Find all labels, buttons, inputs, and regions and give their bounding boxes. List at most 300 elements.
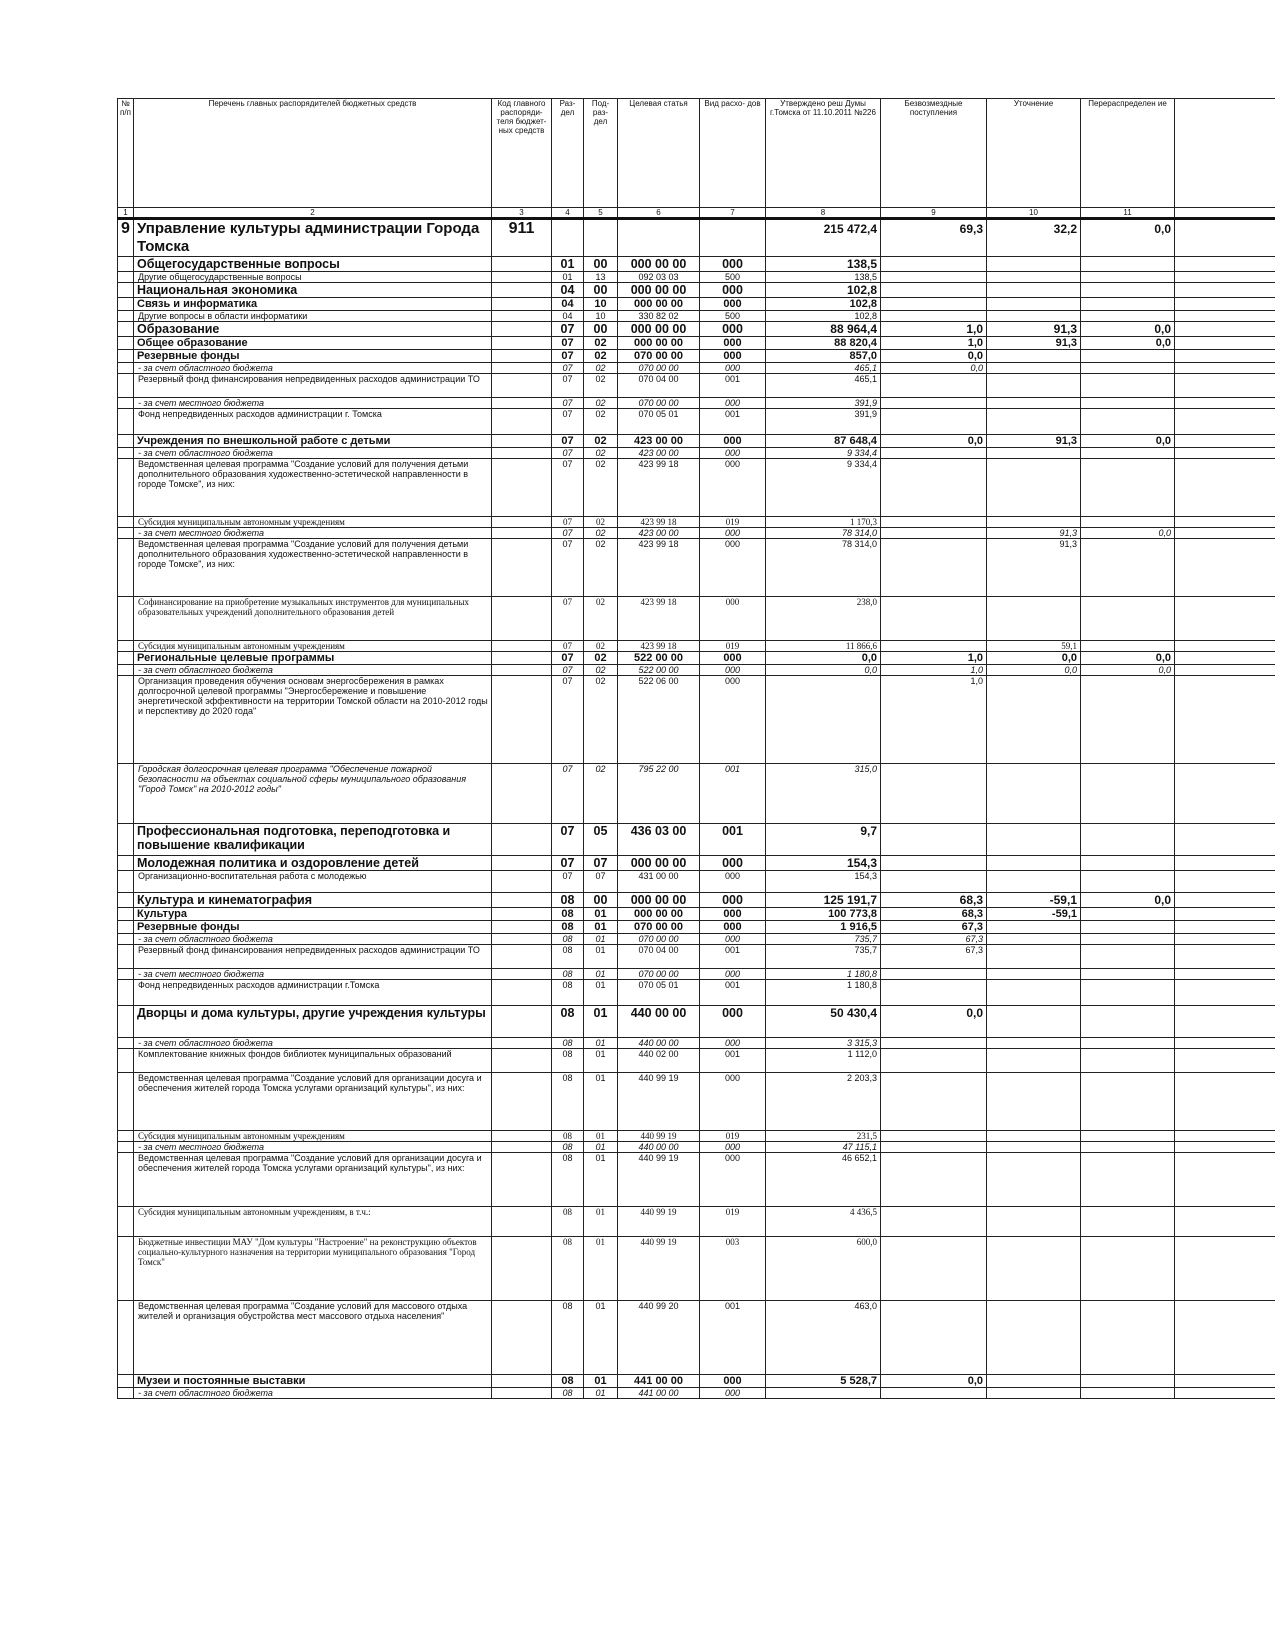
row-number	[118, 1207, 134, 1237]
row-adjustment-amount	[987, 363, 1081, 374]
row-name: Ведомственная целевая программа "Создание условий для организации досуга и обеспечения жителей города Томска услугами организаций культуры", из них:	[134, 1073, 492, 1131]
row-section: 08	[552, 893, 584, 908]
row-extra-cell	[1175, 539, 1275, 597]
row-name: Культура и кинематография	[134, 893, 492, 908]
row-subsection: 02	[584, 409, 618, 435]
row-number	[118, 1375, 134, 1388]
row-expense-type: 001	[700, 409, 766, 435]
row-section: 07	[552, 350, 584, 363]
row-extra-cell	[1175, 337, 1275, 350]
row-subsection: 10	[584, 311, 618, 322]
row-admin-code	[492, 1006, 552, 1038]
row-subsection: 00	[584, 257, 618, 272]
row-number	[118, 337, 134, 350]
row-expense-type: 000	[700, 969, 766, 980]
row-subsection: 01	[584, 1388, 618, 1399]
row-section: 08	[552, 1207, 584, 1237]
row-approved-amount: 87 648,4	[766, 435, 881, 448]
row-name: Культура	[134, 908, 492, 921]
row-adjustment-amount	[987, 409, 1081, 435]
header-cell: Вид расхо- дов	[700, 99, 766, 208]
row-extra-cell	[1175, 893, 1275, 908]
row-name: Общегосударственные вопросы	[134, 257, 492, 272]
row-extra-cell	[1175, 435, 1275, 448]
row-extra-cell	[1175, 980, 1275, 1006]
row-approved-amount: 231,5	[766, 1131, 881, 1142]
table-row	[118, 272, 1275, 283]
row-subsection: 02	[584, 641, 618, 652]
row-adjustment-amount	[987, 283, 1081, 298]
row-adjustment-amount	[987, 257, 1081, 272]
row-name: Резервные фонды	[134, 350, 492, 363]
table-row	[118, 219, 1275, 257]
row-expense-type: 000	[700, 856, 766, 871]
row-adjustment-amount	[987, 398, 1081, 409]
row-number	[118, 969, 134, 980]
row-grants-amount	[881, 1142, 987, 1153]
table-row	[118, 528, 1275, 539]
row-target-article: 423 00 00	[618, 435, 700, 448]
row-approved-amount: 9 334,4	[766, 448, 881, 459]
row-grants-amount	[881, 257, 987, 272]
row-adjustment-amount: -59,1	[987, 908, 1081, 921]
row-number	[118, 517, 134, 528]
row-redistribution-amount	[1081, 1207, 1175, 1237]
table-row	[118, 1153, 1275, 1207]
row-name: Национальная экономика	[134, 283, 492, 298]
table-row	[118, 374, 1275, 398]
row-expense-type: 000	[700, 934, 766, 945]
table-row	[118, 1131, 1275, 1142]
row-grants-amount	[881, 764, 987, 824]
row-name: Ведомственная целевая программа "Создание условий для получения детьми дополнительного образования художественно-эстетической направленности в городе Томске", из них:	[134, 459, 492, 517]
row-extra-cell	[1175, 1388, 1275, 1399]
row-number	[118, 871, 134, 893]
row-subsection: 00	[584, 893, 618, 908]
row-admin-code	[492, 908, 552, 921]
row-approved-amount: 125 191,7	[766, 893, 881, 908]
row-expense-type: 000	[700, 1153, 766, 1207]
row-admin-code	[492, 676, 552, 764]
row-target-article: 436 03 00	[618, 824, 700, 856]
row-adjustment-amount	[987, 1006, 1081, 1038]
row-subsection: 01	[584, 1006, 618, 1038]
row-expense-type: 000	[700, 298, 766, 311]
row-adjustment-amount	[987, 676, 1081, 764]
table-row	[118, 856, 1275, 871]
row-approved-amount: 1 112,0	[766, 1049, 881, 1073]
row-redistribution-amount	[1081, 764, 1175, 824]
row-number	[118, 1131, 134, 1142]
row-extra-cell	[1175, 1375, 1275, 1388]
row-subsection: 02	[584, 539, 618, 597]
row-adjustment-amount	[987, 1207, 1081, 1237]
row-admin-code	[492, 1301, 552, 1375]
row-name: - за счет областного бюджета	[134, 934, 492, 945]
row-target-article: 000 00 00	[618, 322, 700, 337]
row-approved-amount: 154,3	[766, 856, 881, 871]
row-grants-amount	[881, 980, 987, 1006]
row-admin-code	[492, 1375, 552, 1388]
row-subsection: 00	[584, 283, 618, 298]
row-redistribution-amount: 0,0	[1081, 652, 1175, 665]
row-target-article: 440 99 19	[618, 1207, 700, 1237]
row-grants-amount	[881, 1301, 987, 1375]
row-admin-code	[492, 298, 552, 311]
row-section: 08	[552, 1375, 584, 1388]
table-row	[118, 409, 1275, 435]
row-number	[118, 1049, 134, 1073]
header-cell: Уточнение	[987, 99, 1081, 208]
row-extra-cell	[1175, 1153, 1275, 1207]
row-number	[118, 824, 134, 856]
row-admin-code	[492, 597, 552, 641]
row-name: - за счет областного бюджета	[134, 1038, 492, 1049]
row-extra-cell	[1175, 528, 1275, 539]
row-name: Другие общегосударственные вопросы	[134, 272, 492, 283]
row-subsection: 02	[584, 676, 618, 764]
row-subsection: 02	[584, 764, 618, 824]
row-name: Фонд непредвиденных расходов администрации г.Томска	[134, 980, 492, 1006]
table-row	[118, 969, 1275, 980]
row-expense-type: 000	[700, 448, 766, 459]
row-grants-amount	[881, 517, 987, 528]
column-number-row	[118, 208, 1275, 219]
row-number	[118, 676, 134, 764]
row-adjustment-amount	[987, 1237, 1081, 1301]
column-number: 5	[584, 208, 618, 219]
row-target-article: 423 99 18	[618, 597, 700, 641]
row-extra-cell	[1175, 283, 1275, 298]
row-redistribution-amount	[1081, 871, 1175, 893]
row-target-article: 795 22 00	[618, 764, 700, 824]
row-redistribution-amount	[1081, 980, 1175, 1006]
row-redistribution-amount	[1081, 539, 1175, 597]
row-redistribution-amount	[1081, 1006, 1175, 1038]
row-admin-code	[492, 856, 552, 871]
row-expense-type: 019	[700, 641, 766, 652]
row-adjustment-amount	[987, 459, 1081, 517]
table-row	[118, 1388, 1275, 1399]
table-row	[118, 257, 1275, 272]
row-extra-cell	[1175, 1006, 1275, 1038]
row-subsection: 02	[584, 448, 618, 459]
row-approved-amount: 5 528,7	[766, 1375, 881, 1388]
row-section: 04	[552, 311, 584, 322]
row-subsection: 02	[584, 665, 618, 676]
row-grants-amount: 1,0	[881, 337, 987, 350]
row-redistribution-amount	[1081, 921, 1175, 934]
row-name: - за счет местного бюджета	[134, 1142, 492, 1153]
row-adjustment-amount	[987, 1301, 1081, 1375]
table-row	[118, 921, 1275, 934]
row-redistribution-amount	[1081, 272, 1175, 283]
row-subsection: 01	[584, 908, 618, 921]
row-subsection: 02	[584, 363, 618, 374]
row-target-article: 440 99 20	[618, 1301, 700, 1375]
row-redistribution-amount	[1081, 409, 1175, 435]
row-section: 07	[552, 322, 584, 337]
row-section: 07	[552, 374, 584, 398]
row-target-article: 423 99 18	[618, 517, 700, 528]
row-expense-type: 500	[700, 272, 766, 283]
header-cell-empty	[1175, 99, 1275, 208]
row-admin-code	[492, 764, 552, 824]
row-expense-type: 000	[700, 459, 766, 517]
row-expense-type: 000	[700, 676, 766, 764]
row-grants-amount: 0,0	[881, 1375, 987, 1388]
row-number	[118, 1073, 134, 1131]
row-admin-code	[492, 652, 552, 665]
row-redistribution-amount	[1081, 934, 1175, 945]
row-extra-cell	[1175, 350, 1275, 363]
row-section: 04	[552, 283, 584, 298]
table-row	[118, 1375, 1275, 1388]
row-redistribution-amount	[1081, 1301, 1175, 1375]
table-row	[118, 337, 1275, 350]
row-subsection: 01	[584, 980, 618, 1006]
row-redistribution-amount	[1081, 908, 1175, 921]
row-extra-cell	[1175, 652, 1275, 665]
row-grants-amount: 67,3	[881, 945, 987, 969]
row-expense-type: 001	[700, 1301, 766, 1375]
row-admin-code	[492, 1153, 552, 1207]
row-expense-type: 000	[700, 1038, 766, 1049]
row-section: 07	[552, 652, 584, 665]
row-adjustment-amount	[987, 921, 1081, 934]
row-number	[118, 1142, 134, 1153]
column-number: 11	[1081, 208, 1175, 219]
row-redistribution-amount	[1081, 597, 1175, 641]
row-name: Городская долгосрочная целевая программа "Обеспечение пожарной безопасности на объектах социальной сферы муниципального образования "Город Томск" на 2010-2012 годы"	[134, 764, 492, 824]
row-redistribution-amount	[1081, 374, 1175, 398]
row-number	[118, 1237, 134, 1301]
row-target-article: 441 00 00	[618, 1375, 700, 1388]
row-extra-cell	[1175, 1131, 1275, 1142]
row-section: 07	[552, 448, 584, 459]
column-number: 6	[618, 208, 700, 219]
row-redistribution-amount	[1081, 1237, 1175, 1301]
row-number	[118, 409, 134, 435]
row-subsection: 10	[584, 298, 618, 311]
row-approved-amount: 11 866,6	[766, 641, 881, 652]
row-subsection: 00	[584, 322, 618, 337]
row-redistribution-amount: 0,0	[1081, 665, 1175, 676]
row-adjustment-amount: 91,3	[987, 337, 1081, 350]
row-number	[118, 641, 134, 652]
row-grants-amount: 67,3	[881, 934, 987, 945]
row-approved-amount: 50 430,4	[766, 1006, 881, 1038]
row-name: Связь и информатика	[134, 298, 492, 311]
row-redistribution-amount	[1081, 1388, 1175, 1399]
row-extra-cell	[1175, 597, 1275, 641]
row-extra-cell	[1175, 1237, 1275, 1301]
row-grants-amount: 0,0	[881, 350, 987, 363]
row-redistribution-amount	[1081, 398, 1175, 409]
row-subsection: 01	[584, 1301, 618, 1375]
row-extra-cell	[1175, 1049, 1275, 1073]
row-target-article: 070 00 00	[618, 921, 700, 934]
row-extra-cell	[1175, 824, 1275, 856]
row-expense-type: 019	[700, 1207, 766, 1237]
row-grants-amount	[881, 1388, 987, 1399]
table-row	[118, 676, 1275, 764]
row-admin-code	[492, 272, 552, 283]
row-section: 01	[552, 272, 584, 283]
row-extra-cell	[1175, 1073, 1275, 1131]
row-subsection: 02	[584, 350, 618, 363]
row-extra-cell	[1175, 665, 1275, 676]
row-grants-amount	[881, 597, 987, 641]
row-expense-type: 000	[700, 337, 766, 350]
row-approved-amount: 465,1	[766, 363, 881, 374]
row-subsection: 01	[584, 1073, 618, 1131]
row-redistribution-amount: 0,0	[1081, 435, 1175, 448]
row-grants-amount	[881, 374, 987, 398]
row-extra-cell	[1175, 1142, 1275, 1153]
row-redistribution-amount	[1081, 969, 1175, 980]
row-admin-code	[492, 311, 552, 322]
row-name: Учреждения по внешкольной работе с детьми	[134, 435, 492, 448]
row-extra-cell	[1175, 363, 1275, 374]
row-grants-amount	[881, 298, 987, 311]
table-row	[118, 459, 1275, 517]
row-grants-amount	[881, 398, 987, 409]
row-section: 07	[552, 856, 584, 871]
row-expense-type: 000	[700, 539, 766, 597]
row-target-article: 440 99 19	[618, 1237, 700, 1301]
row-target-article: 431 00 00	[618, 871, 700, 893]
row-adjustment-amount	[987, 1038, 1081, 1049]
row-name: Другие вопросы в области информатики	[134, 311, 492, 322]
table-row	[118, 322, 1275, 337]
row-admin-code	[492, 374, 552, 398]
row-adjustment-amount: 32,2	[987, 219, 1081, 257]
row-grants-amount	[881, 1237, 987, 1301]
table-row	[118, 934, 1275, 945]
row-section: 07	[552, 764, 584, 824]
header-cell: Код главного распоряди- теля бюджет- ных средств	[492, 99, 552, 208]
row-target-article: 000 00 00	[618, 283, 700, 298]
row-approved-amount: 465,1	[766, 374, 881, 398]
row-approved-amount: 0,0	[766, 652, 881, 665]
row-expense-type: 019	[700, 1131, 766, 1142]
table-row	[118, 350, 1275, 363]
row-grants-amount	[881, 856, 987, 871]
row-approved-amount: 102,8	[766, 311, 881, 322]
table-row	[118, 435, 1275, 448]
header-cell: № п/п	[118, 99, 134, 208]
row-approved-amount: 1 180,8	[766, 980, 881, 1006]
row-adjustment-amount	[987, 1153, 1081, 1207]
row-target-article: 070 00 00	[618, 350, 700, 363]
row-number	[118, 652, 134, 665]
row-grants-amount	[881, 1207, 987, 1237]
row-target-article: 070 00 00	[618, 934, 700, 945]
header-cell: Перечень главных распорядителей бюджетных средств	[134, 99, 492, 208]
table-row	[118, 980, 1275, 1006]
row-target-article: 423 99 18	[618, 539, 700, 597]
row-number	[118, 1153, 134, 1207]
header-cell: Утверждено реш Думы г.Томска от 11.10.2011 №226	[766, 99, 881, 208]
row-adjustment-amount	[987, 764, 1081, 824]
row-number	[118, 363, 134, 374]
row-extra-cell	[1175, 298, 1275, 311]
row-approved-amount: 735,7	[766, 945, 881, 969]
row-section: 08	[552, 969, 584, 980]
row-expense-type: 003	[700, 1237, 766, 1301]
row-target-article: 440 99 19	[618, 1153, 700, 1207]
header-cell: Перераспределен ие	[1081, 99, 1175, 208]
row-redistribution-amount	[1081, 945, 1175, 969]
row-expense-type: 000	[700, 257, 766, 272]
row-section: 07	[552, 824, 584, 856]
row-approved-amount: 391,9	[766, 398, 881, 409]
table-row	[118, 1073, 1275, 1131]
row-target-article: 000 00 00	[618, 298, 700, 311]
row-number	[118, 528, 134, 539]
row-admin-code: 911	[492, 219, 552, 257]
row-target-article: 000 00 00	[618, 908, 700, 921]
row-approved-amount: 9,7	[766, 824, 881, 856]
row-grants-amount	[881, 311, 987, 322]
row-adjustment-amount: 91,3	[987, 435, 1081, 448]
row-redistribution-amount: 0,0	[1081, 337, 1175, 350]
row-approved-amount	[766, 676, 881, 764]
row-extra-cell	[1175, 257, 1275, 272]
row-target-article: 440 99 19	[618, 1073, 700, 1131]
row-name: Управление культуры администрации Города Томска	[134, 219, 492, 257]
row-target-article: 070 04 00	[618, 945, 700, 969]
row-adjustment-amount	[987, 1073, 1081, 1131]
row-extra-cell	[1175, 311, 1275, 322]
row-name: Фонд непредвиденных расходов администрации г. Томска	[134, 409, 492, 435]
row-redistribution-amount	[1081, 641, 1175, 652]
row-approved-amount: 88 820,4	[766, 337, 881, 350]
row-grants-amount: 1,0	[881, 665, 987, 676]
row-name: Организационно-воспитательная работа с молодежью	[134, 871, 492, 893]
row-approved-amount: 4 436,5	[766, 1207, 881, 1237]
row-expense-type: 000	[700, 1388, 766, 1399]
row-redistribution-amount	[1081, 1375, 1175, 1388]
row-name: Региональные целевые программы	[134, 652, 492, 665]
column-number: 8	[766, 208, 881, 219]
table-row	[118, 283, 1275, 298]
row-section: 07	[552, 676, 584, 764]
row-admin-code	[492, 283, 552, 298]
column-number: 9	[881, 208, 987, 219]
row-grants-amount	[881, 283, 987, 298]
row-section: 07	[552, 539, 584, 597]
row-admin-code	[492, 1237, 552, 1301]
row-adjustment-amount	[987, 350, 1081, 363]
row-number	[118, 934, 134, 945]
row-adjustment-amount	[987, 597, 1081, 641]
row-section	[552, 219, 584, 257]
row-approved-amount: 3 315,3	[766, 1038, 881, 1049]
row-target-article: 522 00 00	[618, 665, 700, 676]
row-number	[118, 597, 134, 641]
row-name: Ведомственная целевая программа "Создание условий для получения детьми дополнительного образования художественно-эстетической направленности в городе Томске", из них:	[134, 539, 492, 597]
row-extra-cell	[1175, 934, 1275, 945]
row-expense-type: 000	[700, 597, 766, 641]
row-section: 07	[552, 528, 584, 539]
row-expense-type: 001	[700, 824, 766, 856]
row-adjustment-amount: 91,3	[987, 322, 1081, 337]
row-target-article: 440 00 00	[618, 1006, 700, 1038]
row-extra-cell	[1175, 969, 1275, 980]
row-section: 07	[552, 398, 584, 409]
